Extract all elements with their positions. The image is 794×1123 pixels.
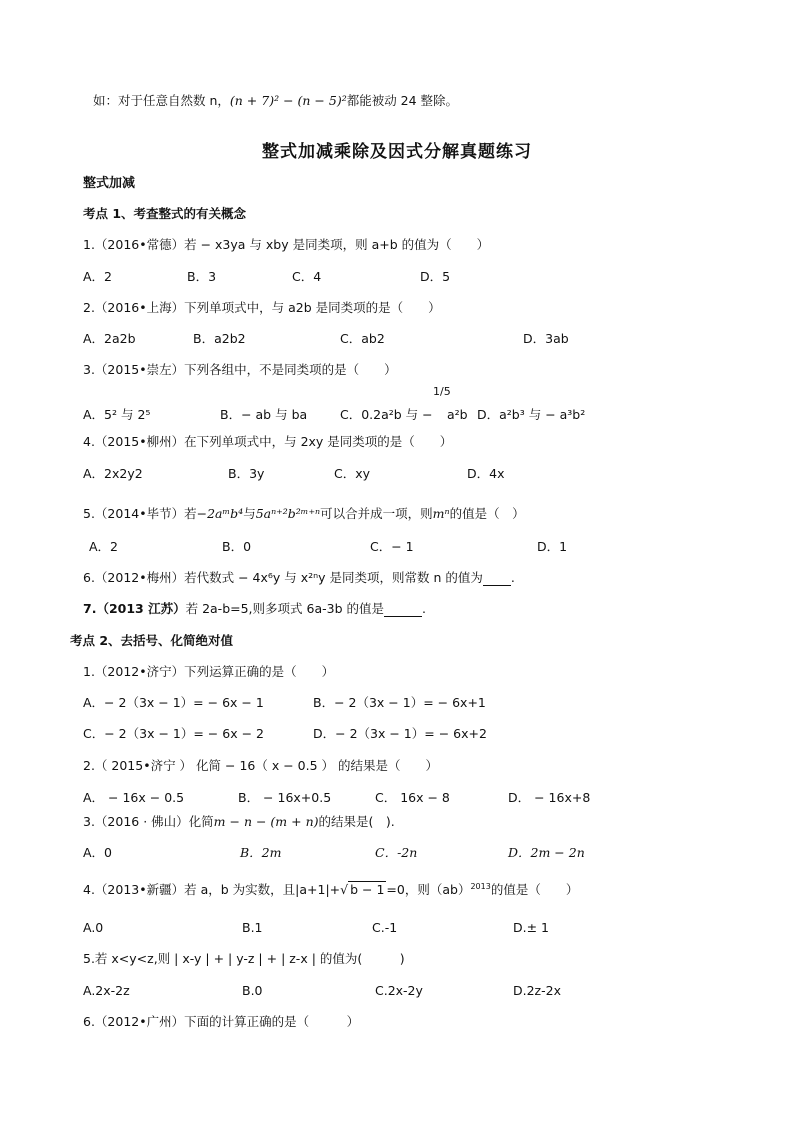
k2-q2-stem: 2.（ 2015•济宁 ） 化简 − 16（ x − 0.5 ） 的结果是（ ） [83, 758, 438, 773]
page-title: 整式加减乘除及因式分解真题练习 [262, 142, 532, 162]
k2-q1-stem: 1.（2012•济宁）下列运算正确的是（ ） [83, 664, 335, 679]
intro-suffix: 都能被动 24 整除。 [346, 93, 459, 108]
k1-q7-text: 若 2a-b=5,则多项式 6a-3b 的值是 [185, 601, 384, 616]
k1-q5-expr1: −2aᵐb⁴ [196, 506, 244, 521]
k1-q3-opt-d: D．a²b³ 与 − a³b² [477, 407, 586, 422]
k1-q6-text: 6.（2012•梅州）若代数式 − 4x⁶y 与 x²ⁿy 是同类项，则常数 n 的值为 [83, 570, 483, 585]
k2-q5-opt-a: A.2x-2z [83, 983, 130, 998]
k1-q5-opt-b: B．0 [222, 539, 252, 554]
k2-q3-opt-d: D．2m − 2n [508, 845, 585, 860]
k1-q5-opt-a: A．2 [89, 539, 119, 554]
k2-q3-opt-c: C．-2n [375, 845, 418, 860]
k2-q1-opt-b: B．− 2（3x − 1）= − 6x+1 [313, 695, 486, 710]
k1-q1-opt-b: B．3 [187, 269, 217, 284]
k2-q1-opt-c: C．− 2（3x − 1）= − 6x − 2 [83, 726, 264, 741]
intro-line [93, 93, 458, 109]
k1-q1-stem: 1.（2016•常德）若 − x3ya 与 xby 是同类项，则 a+b 的值为（ ） [83, 237, 490, 252]
k1-q6-blank [483, 573, 511, 586]
k2-q4-stem-a: 4.（2013•新疆）若 a，b 为实数，且|a+1|+ [83, 882, 341, 897]
k1-q3-opt-a: A．5² 与 2⁵ [83, 407, 151, 422]
k1-q3-fraction: 1/5 [433, 385, 451, 398]
k2-q1-opt-a: A．− 2（3x − 1）= − 6x − 1 [83, 695, 264, 710]
k2-q2-opt-d: D． − 16x+8 [508, 790, 591, 805]
intro-prefix: 如：对于任意自然数 n， [93, 93, 230, 108]
k2-q2-opt-c: C． 16x − 8 [375, 790, 450, 805]
k2-q3-stem-b: 的结果是( ). [318, 814, 395, 829]
k1-q2-opt-c: C．ab2 [340, 331, 385, 346]
k2-q5-stem: 5.若 x<y<z,则 | x-y | + | y-z | + | z-x | 的值为( ) [83, 951, 405, 966]
k2-q4-stem-b: =0，则（ab） [386, 882, 471, 897]
k1-q5-expr3: mⁿ [432, 506, 450, 521]
k2-q4-opt-c: C.-1 [372, 920, 398, 935]
k2-q4-opt-d: D.± 1 [513, 920, 549, 935]
k2-q5-opt-d: D.2z-2x [513, 983, 561, 998]
k2-q4-power: 2013 [470, 882, 491, 891]
k2-q2-opt-b: B． − 16x+0.5 [238, 790, 332, 805]
k1-q7-blank [384, 604, 422, 617]
k2-q1-opt-d: D．− 2（3x − 1）= − 6x+2 [313, 726, 487, 741]
k1-q5-stem-b: 可以合并成一项，则 [320, 506, 433, 521]
section-heading: 整式加减 [83, 176, 136, 191]
k2-q2-opt-a: A． − 16x − 0.5 [83, 790, 185, 805]
k1-q4-opt-d: D．4x [467, 466, 505, 481]
k2-q3-opt-b: B．2m [240, 845, 282, 860]
k1-q2-opt-a: A．2a2b [83, 331, 136, 346]
k2-q5-opt-b: B.0 [242, 983, 263, 998]
k2-q4-opt-b: B.1 [242, 920, 263, 935]
k1-q7-lead: 7.（2013 江苏） [83, 601, 186, 616]
k1-q4-opt-b: B．3y [228, 466, 265, 481]
k1-q5-opt-c: C．− 1 [370, 539, 414, 554]
k1-q2-opt-b: B．a2b2 [193, 331, 246, 346]
k1-q5-mid: 与 [243, 506, 256, 521]
k2-q4-stem: 4.（2013•新疆）若 a，b 为实数，且|a+1|+√ b − 1 =0，则（ab）$^{2013}$的值是（ ） [83, 882, 579, 897]
k1-q1-opt-c: C．4 [292, 269, 322, 284]
k1-q3-opt-c: C．0.2a²b 与 − [340, 407, 433, 422]
k1-q4-opt-c: C．xy [334, 466, 371, 481]
k1-q4-opt-a: A．2x2y2 [83, 466, 143, 481]
k2-q4-opt-a: A.0 [83, 920, 104, 935]
k1-q5-stem-a: 5.（2014•毕节）若 [83, 506, 197, 521]
k2-heading: 考点 2、去括号、化简绝对值 [70, 633, 234, 648]
k1-q2-opt-d: D．3ab [523, 331, 569, 346]
k1-q1-opt-a: A．2 [83, 269, 113, 284]
k1-q2-stem: 2.（2016•上海）下列单项式中，与 a2b 是同类项的是（ ） [83, 300, 441, 315]
k2-q4-stem-c: 的值是（ ） [490, 882, 579, 897]
intro-formula: (n + 7)² − (n − 5)² [229, 93, 347, 108]
k1-q7-stem: 7.（2013 江苏）若 2a-b=5,则多项式 6a-3b 的值是 . [83, 601, 426, 616]
k2-q4-radicand: b − 1 [350, 882, 385, 897]
k2-q3-opt-a: A．0 [83, 845, 113, 860]
k1-q3-opt-c-tail: a²b [447, 407, 468, 422]
k2-q3-stem [83, 814, 395, 830]
k1-q5-opt-d: D．1 [537, 539, 568, 554]
k2-q5-opt-c: C.2x-2y [375, 983, 423, 998]
k1-q6-stem: 6.（2012•梅州）若代数式 − 4x⁶y 与 x²ⁿy 是同类项，则常数 n 的值为 . [83, 570, 515, 585]
k1-heading: 考点 1、考查整式的有关概念 [83, 206, 247, 221]
k2-q6-stem: 6.（2012•广州）下面的计算正确的是（ ） [83, 1014, 360, 1029]
k1-q5-expr2: 5aⁿ⁺²b²ᵐ⁺ⁿ [255, 506, 321, 521]
k2-q3-stem-a: 3.（2016 · 佛山）化简 [83, 814, 214, 829]
k1-q4-stem: 4.（2015•柳州）在下列单项式中，与 2xy 是同类项的是（ ） [83, 434, 453, 449]
k1-q3-opt-b: B．− ab 与 ba [220, 407, 308, 422]
k1-q1-opt-d: D．5 [420, 269, 451, 284]
k2-q3-expr: m − n − (m + n) [213, 814, 319, 829]
k1-q5-stem-c: 的值是（ ） [449, 506, 525, 521]
k1-q5-stem [83, 506, 525, 522]
k1-q3-stem: 3.（2015•崇左）下列各组中，不是同类项的是（ ） [83, 362, 397, 377]
